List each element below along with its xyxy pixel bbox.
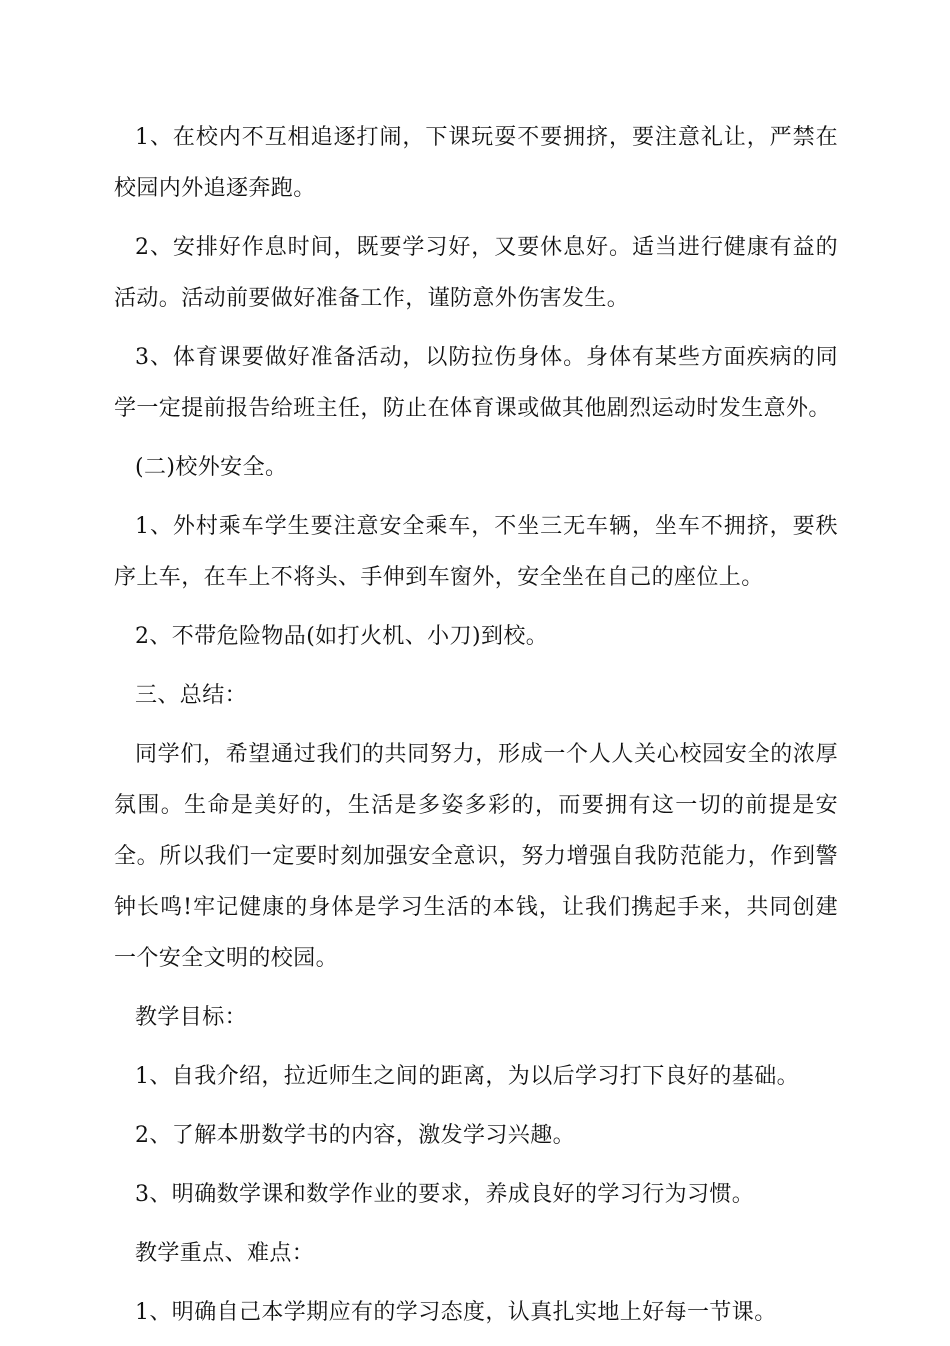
paragraph-off-campus-rule-2: 2、不带危险物品(如打火机、小刀)到校。: [135, 624, 549, 649]
document-page: [114, 112, 838, 1346]
paragraph-summary: 同学们，希望通过我们的共同努力，形成一个人人关心校园安全的浓厚氛围。生命是美好的，生活是多姿多彩的，而要拥有这一切的前提是安全。所以我们一定要时刻加强安全意识，努力增强自我防范能力，作到警钟长鸣!牢记健康的身体是学习生活的本钱，让我们携起手来，共同创建一个安全文明的校园。: [114, 742, 838, 971]
section-heading-key-points: 教学重点、难点：: [135, 1241, 315, 1266]
section-heading-off-campus: (二)校外安全。: [135, 455, 288, 480]
paragraph-goal-2: 2、了解本册数学书的内容，激发学习兴趣。: [135, 1123, 575, 1148]
section-heading-summary: 三、总结：: [135, 683, 248, 708]
paragraph-goal-3: 3、明确数学课和数学作业的要求，养成良好的学习行为习惯。: [135, 1182, 755, 1207]
paragraph-key-point-1: 1、明确自己本学期应有的学习态度，认真扎实地上好每一节课。: [135, 1300, 777, 1325]
paragraph-campus-rule-2: 2、安排好作息时间，既要学习好，又要休息好。适当进行健康有益的活动。活动前要做好准备工作，谨防意外伤害发生。: [114, 235, 838, 311]
paragraph-goal-1: 1、自我介绍，拉近师生之间的距离，为以后学习打下良好的基础。: [135, 1064, 799, 1089]
paragraph-off-campus-rule-1: 1、外村乘车学生要注意安全乘车，不坐三无车辆，坐车不拥挤，要秩序上车，在车上不将头、手伸到车窗外，安全坐在自己的座位上。: [114, 514, 838, 590]
section-heading-teaching-goals: 教学目标：: [135, 1005, 248, 1030]
paragraph-campus-rule-3: 3、体育课要做好准备活动，以防拉伤身体。身体有某些方面疾病的同学一定提前报告给班主任，防止在体育课或做其他剧烈运动时发生意外。: [114, 345, 838, 421]
paragraph-campus-rule-1: 1、在校内不互相追逐打闹，下课玩耍不要拥挤，要注意礼让，严禁在校园内外追逐奔跑。: [114, 125, 838, 201]
